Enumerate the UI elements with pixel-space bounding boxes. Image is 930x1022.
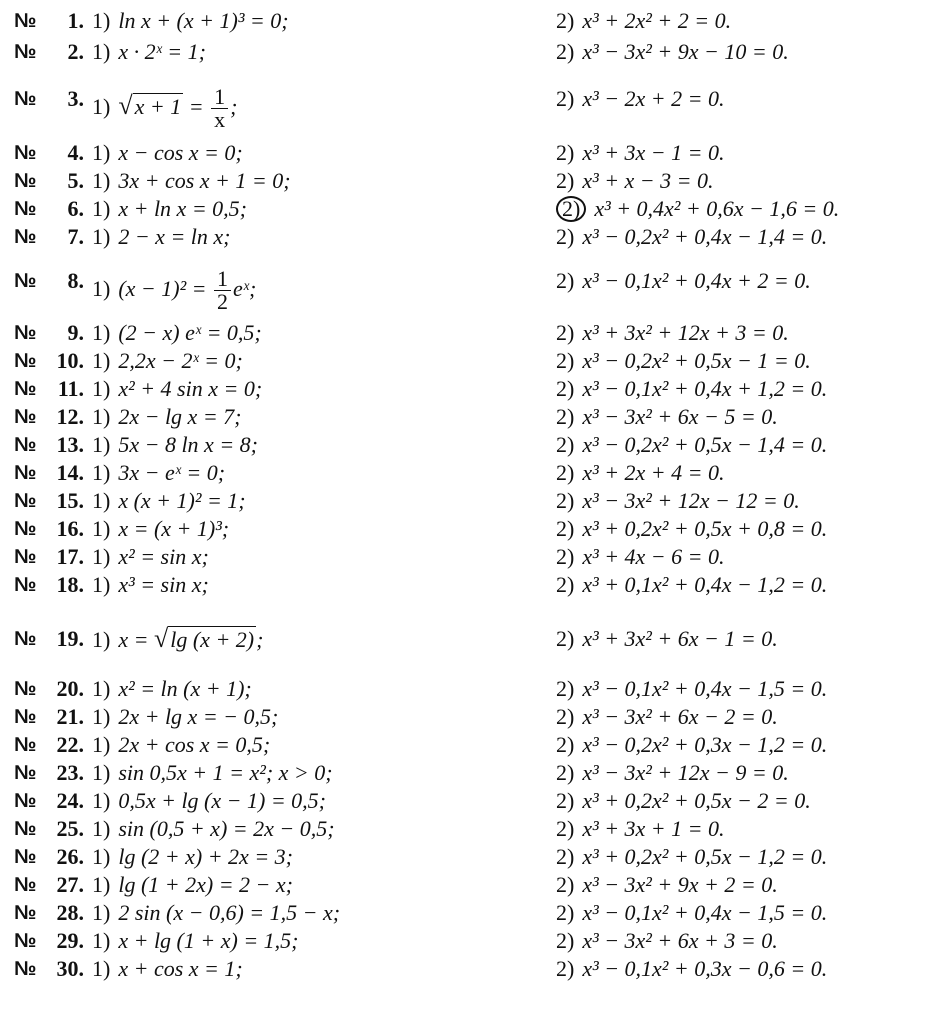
part-label: 1): [92, 488, 111, 513]
radicand: lg (x + 2): [170, 627, 255, 652]
part-label: 2): [556, 704, 575, 729]
equation-part-1: [92, 760, 333, 786]
number-sign: №: [14, 434, 37, 456]
part-label: 2): [556, 39, 575, 64]
exercise-number: 10.: [56, 348, 84, 373]
number-sign: №: [14, 170, 37, 192]
exercise-number: 25.: [56, 816, 84, 841]
equation-text: x³ + 3x − 1 = 0.: [582, 140, 725, 165]
equation-part-2: [556, 704, 778, 730]
equation-text: lg (2 + x) + 2x = 3;: [118, 844, 293, 869]
part-label: 1): [92, 224, 111, 249]
equation-part-2: [556, 676, 827, 702]
exercise-number: 16.: [56, 516, 84, 541]
number-sign: №: [14, 958, 37, 980]
equation-text: x³ − 3x² + 12x − 12 = 0.: [582, 488, 800, 513]
number-sign: №: [14, 350, 37, 372]
part-label: 1): [92, 275, 111, 301]
equation-text: x³ − 0,2x² + 0,5x − 1 = 0.: [582, 348, 811, 373]
equation-part-1: [92, 168, 291, 194]
fraction: [214, 268, 231, 313]
expr-segment: eˣ;: [233, 275, 257, 301]
equation-part-2: [556, 732, 827, 758]
equation-part-1: [92, 788, 326, 814]
exercise-number: 26.: [56, 844, 84, 869]
part-label: 2): [556, 140, 575, 165]
exercise-number: 22.: [56, 732, 84, 757]
part-label: 2): [556, 760, 575, 785]
equation-text: x³ + 0,2x² + 0,5x + 0,8 = 0.: [582, 516, 828, 541]
part-label: 1): [92, 348, 111, 373]
equation-part-1: [92, 348, 243, 374]
part-label: 1): [92, 544, 111, 569]
part-label: 1): [92, 900, 111, 925]
part-label: 1): [92, 8, 111, 33]
equation-part-1: [92, 704, 278, 730]
number-sign: №: [14, 762, 37, 784]
number-sign: №: [14, 462, 37, 484]
equation-part-2: [556, 760, 789, 786]
expr-segment: ;: [230, 93, 238, 119]
part-label: 1): [92, 788, 111, 813]
part-label: 2): [556, 8, 575, 33]
equation-part-1: [92, 732, 270, 758]
radical-sign: √: [118, 90, 133, 120]
part-label: 2): [556, 956, 575, 981]
number-sign: №: [14, 574, 37, 596]
exercise-number: 8.: [67, 268, 84, 293]
exercise-number: 5.: [67, 168, 84, 193]
part-label: 2): [556, 432, 575, 457]
equation-part-1: [92, 140, 243, 166]
part-label: 2): [556, 268, 575, 293]
equation-text: x² + 4 sin x = 0;: [118, 376, 263, 401]
equation-text: x² = sin x;: [118, 544, 209, 569]
equation-text: 5x − 8 ln x = 8;: [118, 432, 258, 457]
equation-part-2: [556, 626, 778, 652]
number-sign: №: [14, 818, 37, 840]
number-sign: №: [14, 790, 37, 812]
equation-part-1: [92, 224, 231, 250]
part-label: 1): [92, 704, 111, 729]
number-sign: №: [14, 628, 37, 650]
part-label: 2): [556, 168, 575, 193]
part-label: 2): [556, 404, 575, 429]
equation-text: x + lg (1 + x) = 1,5;: [118, 928, 299, 953]
equation-part-2: [556, 348, 811, 374]
equation-text: x³ − 3x² + 9x + 2 = 0.: [582, 872, 778, 897]
equation-part-2: [556, 516, 827, 542]
equation-part-2: [556, 872, 778, 898]
exercise-number: 17.: [56, 544, 84, 569]
part-label: 1): [92, 93, 111, 119]
equation-part-1: [92, 268, 256, 313]
equation-part-1: [92, 572, 209, 598]
part-label: 2): [556, 320, 575, 345]
number-sign: №: [14, 546, 37, 568]
equation-part-2: [556, 168, 714, 194]
part-label: 2): [556, 788, 575, 813]
exercise-number: 4.: [67, 140, 84, 165]
equation-part-1: [92, 376, 262, 402]
numerator: 1: [211, 86, 228, 109]
equation-part-2: [556, 404, 778, 430]
part-label: 2): [556, 732, 575, 757]
part-label: 1): [92, 168, 111, 193]
equation-part-2: [556, 572, 827, 598]
equation-part-1: [92, 404, 242, 430]
equation-text: [118, 266, 257, 314]
equation-text: x (x + 1)² = 1;: [118, 488, 246, 513]
number-sign: №: [14, 734, 37, 756]
exercise-number: 15.: [56, 488, 84, 513]
exercise-number: 19.: [56, 626, 84, 651]
expr-segment: =: [183, 93, 210, 119]
equation-part-2: [556, 460, 725, 486]
equation-text: 3x + cos x + 1 = 0;: [118, 168, 291, 193]
equation-text: x = (x + 1)³;: [118, 516, 230, 541]
exercise-number: 3.: [67, 86, 84, 111]
equation-part-2: [556, 956, 827, 982]
square-root: [118, 90, 183, 120]
number-sign: №: [14, 930, 37, 952]
number-sign: №: [14, 678, 37, 700]
part-label: 2): [556, 348, 575, 373]
exercise-number: 9.: [67, 320, 84, 345]
exercise-number: 28.: [56, 900, 84, 925]
number-sign: №: [14, 902, 37, 924]
part-label: 2): [556, 676, 575, 701]
number-sign: №: [14, 406, 37, 428]
equation-text: 0,5x + lg (x − 1) = 0,5;: [118, 788, 326, 813]
equation-text: x³ − 3x² + 12x − 9 = 0.: [582, 760, 789, 785]
exercise-number: 27.: [56, 872, 84, 897]
number-sign: №: [14, 518, 37, 540]
equation-part-2: [556, 224, 827, 250]
equation-text: x³ − 0,1x² + 0,4x − 1,5 = 0.: [582, 676, 828, 701]
equation-text: x³ − 3x² + 6x − 2 = 0.: [582, 704, 778, 729]
equation-text: x³ + 3x + 1 = 0.: [582, 816, 725, 841]
part-label: 1): [92, 928, 111, 953]
equation-text: x³ − 0,1x² + 0,4x + 1,2 = 0.: [582, 376, 828, 401]
exercise-number: 7.: [67, 224, 84, 249]
part-label: 1): [92, 956, 111, 981]
exercise-number: 14.: [56, 460, 84, 485]
equation-part-2: [556, 488, 800, 514]
part-label: 1): [92, 816, 111, 841]
equation-part-1: [92, 8, 289, 34]
exercise-number: 13.: [56, 432, 84, 457]
equation-text: x³ − 0,1x² + 0,4x + 2 = 0.: [582, 268, 811, 293]
part-label: 1): [92, 196, 111, 221]
exercise-number: 1.: [67, 8, 84, 33]
equation-part-2: [556, 376, 827, 402]
part-label: 2): [556, 86, 575, 111]
equation-part-2: [556, 844, 827, 870]
equation-text: x³ − 2x + 2 = 0.: [582, 86, 725, 111]
equation-text: x³ − 3x² + 9x − 10 = 0.: [582, 39, 789, 64]
number-sign: №: [14, 706, 37, 728]
exercise-number: 12.: [56, 404, 84, 429]
equation-text: 2x + lg x = − 0,5;: [118, 704, 279, 729]
exercise-number: 20.: [56, 676, 84, 701]
equation-part-1: [92, 872, 293, 898]
equation-text: x³ + 0,1x² + 0,4x − 1,2 = 0.: [582, 572, 828, 597]
number-sign: №: [14, 846, 37, 868]
equation-part-1: [92, 626, 263, 653]
part-label: 2): [556, 928, 575, 953]
part-label: 2): [556, 844, 575, 869]
exercise-number: 2.: [67, 39, 84, 64]
equation-part-1: [92, 516, 229, 542]
part-label: 1): [92, 460, 111, 485]
equation-text: x³ − 3x² + 6x − 5 = 0.: [582, 404, 778, 429]
part-label: 2): [556, 488, 575, 513]
equation-text: x³ − 0,2x² + 0,5x − 1,4 = 0.: [582, 432, 828, 457]
part-label: 1): [92, 140, 111, 165]
equation-text: x³ − 0,1x² + 0,3x − 0,6 = 0.: [582, 956, 828, 981]
equation-text: x³ = sin x;: [118, 572, 209, 597]
part-label: 2): [556, 224, 575, 249]
equation-text: x − cos x = 0;: [118, 140, 243, 165]
exercise-number: 30.: [56, 956, 84, 981]
exercise-number: 11.: [57, 376, 84, 401]
equation-part-1: [92, 320, 262, 346]
equation-part-1: [92, 844, 293, 870]
part-label: 1): [92, 516, 111, 541]
equation-text: x³ + 2x² + 2 = 0.: [582, 8, 732, 33]
equation-text: ln x + (x + 1)³ = 0;: [118, 8, 289, 33]
equation-text: x + ln x = 0,5;: [118, 196, 247, 221]
part-label: 1): [92, 39, 111, 64]
equation-text: x³ + 4x − 6 = 0.: [582, 544, 725, 569]
exercise-number: 21.: [56, 704, 84, 729]
equation-text: x · 2ˣ = 1;: [118, 39, 206, 64]
equation-part-2: [556, 39, 789, 65]
part-label: 2): [556, 900, 575, 925]
part-label: 1): [92, 432, 111, 457]
part-label: 2): [556, 460, 575, 485]
number-sign: №: [14, 322, 37, 344]
equation-part-2: [556, 928, 778, 954]
equation-part-1: [92, 956, 243, 982]
number-sign: №: [14, 88, 37, 110]
equation-part-1: [92, 900, 340, 926]
equation-part-1: [92, 816, 335, 842]
equation-text: x³ + 0,4x² + 0,6x − 1,6 = 0.: [594, 196, 840, 221]
equation-part-1: [92, 676, 252, 702]
exercise-number: 6.: [67, 196, 84, 221]
part-label: 1): [92, 732, 111, 757]
equation-part-2: [556, 196, 839, 222]
equation-part-1: [92, 432, 258, 458]
number-sign: №: [14, 142, 37, 164]
radical-sign: √: [153, 624, 169, 653]
fraction: [211, 86, 228, 131]
equation-text: x³ + 0,2x² + 0,5x − 1,2 = 0.: [582, 844, 828, 869]
number-sign: №: [14, 198, 37, 220]
equation-text: x³ + 3x² + 6x − 1 = 0.: [582, 626, 778, 651]
equation-part-2: [556, 816, 725, 842]
exercise-number: 29.: [56, 928, 84, 953]
exercise-number: 23.: [56, 760, 84, 785]
expr-segment: ;: [256, 627, 264, 652]
number-sign: №: [14, 41, 37, 63]
equation-text: x³ + x − 3 = 0.: [582, 168, 714, 193]
equation-part-1: [92, 86, 237, 131]
number-sign: №: [14, 378, 37, 400]
equation-part-2: [556, 788, 811, 814]
equation-text: x³ − 3x² + 6x + 3 = 0.: [582, 928, 778, 953]
equation-part-2: [556, 544, 725, 570]
part-label: 1): [92, 320, 111, 345]
equation-text: x³ + 2x + 4 = 0.: [582, 460, 725, 485]
equation-part-2: [556, 320, 789, 346]
equation-text: x³ − 0,1x² + 0,4x − 1,5 = 0.: [582, 900, 828, 925]
equation-part-1: [92, 488, 246, 514]
part-label: 2): [556, 872, 575, 897]
square-root: [154, 626, 256, 653]
equation-text: x³ + 3x² + 12x + 3 = 0.: [582, 320, 789, 345]
equation-text: [118, 84, 238, 132]
denominator: 2: [217, 289, 229, 314]
circled-part-label: 2): [556, 196, 586, 222]
equation-text: x² = ln (x + 1);: [118, 676, 252, 701]
part-label: 1): [92, 376, 111, 401]
equation-part-2: [556, 900, 827, 926]
part-label: 1): [92, 404, 111, 429]
equation-text: x³ + 0,2x² + 0,5x − 2 = 0.: [582, 788, 811, 813]
equation-text: x³ − 0,2x² + 0,3x − 1,2 = 0.: [582, 732, 828, 757]
equation-text: sin (0,5 + x) = 2x − 0,5;: [118, 816, 335, 841]
part-label: 1): [92, 844, 111, 869]
exercise-number: 18.: [56, 572, 84, 597]
part-label: 2): [556, 376, 575, 401]
equation-text: x³ − 0,2x² + 0,4x − 1,4 = 0.: [582, 224, 828, 249]
part-label: 1): [92, 676, 111, 701]
equation-part-1: [92, 928, 299, 954]
number-sign: №: [14, 490, 37, 512]
equation-text: 2 sin (x − 0,6) = 1,5 − x;: [118, 900, 341, 925]
part-label: 1): [92, 872, 111, 897]
part-label: 1): [92, 760, 111, 785]
number-sign: №: [14, 226, 37, 248]
equation-text: 2x + cos x = 0,5;: [118, 732, 271, 757]
equation-part-1: [92, 544, 209, 570]
part-label: 2): [556, 816, 575, 841]
equation-part-2: [556, 268, 811, 294]
equation-text: sin 0,5x + 1 = x²; x > 0;: [118, 760, 333, 785]
equation-text: 2 − x = ln x;: [118, 224, 231, 249]
equation-text: (2 − x) eˣ = 0,5;: [118, 320, 262, 345]
expr-segment: (x − 1)² =: [118, 275, 213, 301]
equation-text: x + cos x = 1;: [118, 956, 243, 981]
part-label: 2): [556, 516, 575, 541]
part-label: 1): [92, 572, 111, 597]
equation-text: lg (1 + 2x) = 2 − x;: [118, 872, 293, 897]
equation-text: 2x − lg x = 7;: [118, 404, 242, 429]
equation-part-1: [92, 196, 247, 222]
equation-part-2: [556, 8, 731, 34]
equation-text: 2,2x − 2ˣ = 0;: [118, 348, 243, 373]
part-label: 2): [556, 572, 575, 597]
number-sign: №: [14, 270, 37, 292]
exercise-number: 24.: [56, 788, 84, 813]
part-label: 1): [92, 627, 111, 652]
part-label: 2): [556, 626, 575, 651]
equation-part-2: [556, 140, 725, 166]
denominator: x: [214, 107, 226, 132]
number-sign: №: [14, 874, 37, 896]
numerator: 1: [214, 268, 231, 291]
equation-part-1: [92, 460, 225, 486]
expr-segment: x =: [118, 627, 154, 652]
equation-part-2: [556, 86, 725, 112]
equation-part-1: [92, 39, 206, 65]
part-label: 2): [556, 544, 575, 569]
number-sign: №: [14, 10, 37, 32]
equation-part-2: [556, 432, 827, 458]
equation-text: 3x − eˣ = 0;: [118, 460, 226, 485]
radicand: x + 1: [134, 93, 182, 119]
equation-text: [118, 624, 264, 653]
